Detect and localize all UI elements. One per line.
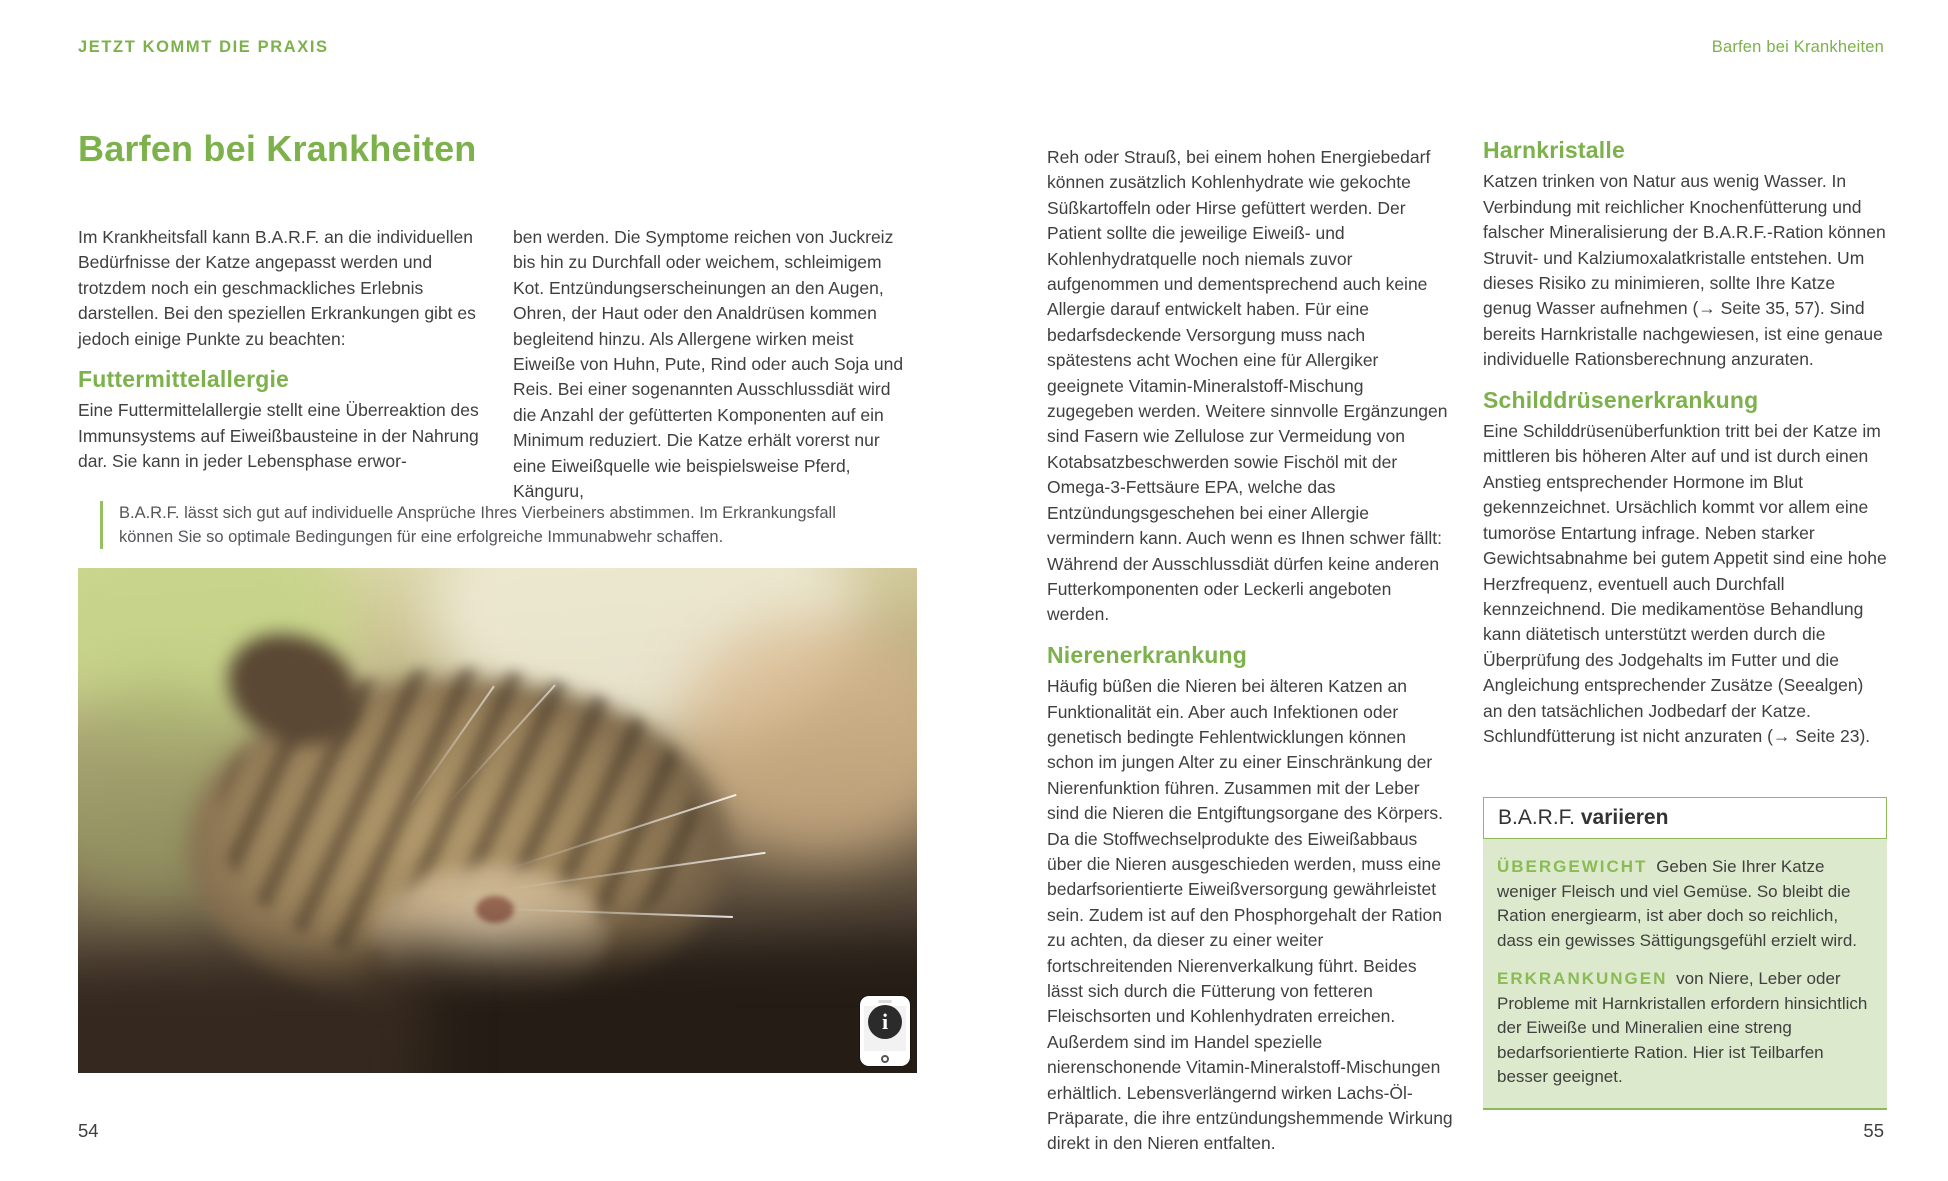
running-header-right: Barfen bei Krankheiten bbox=[1711, 38, 1884, 56]
info-icon: i bbox=[868, 1005, 902, 1039]
info-box-item bbox=[1497, 967, 1873, 1090]
page-number-right: 55 bbox=[1863, 1120, 1884, 1141]
left-page-column-2 bbox=[513, 225, 917, 504]
page-number-left: 54 bbox=[78, 1120, 99, 1141]
info-box-title-bold: variieren bbox=[1580, 806, 1669, 829]
futtermittelallergie-text-col2: ben werden. Die Symptome reichen von Juckreiz bis hin zu Durchfall oder weichem, schleimigem Kot. Entzündungserscheinungen an den Augen, Ohren, der Haut oder den Analdrüsen kommen begleitend hinzu. Als Allergene wirken meist Eiweiße von Huhn, Pute, Rind oder auch Soja und Reis. Bei einer sogenannten Ausschlussdiät wird die Anzahl der gefütterten Komponenten auf ein Minimum reduziert. Die Katze erhält vorerst nur eine Eiweißquelle wie beispielsweise Pferd, Känguru, bbox=[513, 227, 904, 502]
cat-photo bbox=[78, 568, 917, 1073]
intro-paragraph: Im Krankheitsfall kann B.A.R.F. an die individuellen Bedürfnisse der Katze angepasst werden und trotzdem noch ein geschmackliches Erlebnis darstellen. Bei den speziellen Erkrankungen gibt es jedoch einige Punkte zu beachten: bbox=[78, 227, 476, 349]
info-box-item bbox=[1497, 855, 1873, 953]
nierenerkrankung-text: Häufig büßen die Nieren bei älteren Katzen an Funktionalität ein. Aber auch Infektionen oder genetisch bedingte Fehlentwicklungen können schon im jungen Alter zu einer Einschränkung der Nierenfunktion führen. Zusammen mit der Leber sind die Nieren die Entgiftungsorgane des Körpers. Da die Stoffwechselprodukte des Eiweißabbaus über die Nieren ausgeschieden werden, muss eine bedarfsorientierte Eiweißversorgung gewährleistet sein. Zudem ist auf den Phosphorgehalt der Ration zu achten, da dieser zu einer weiter fortschreitenden Nierenverkalkung führt. Beides lässt sich durch die Fütterung von fetteren Fleischsorten und Kohlenhydraten erreichen. Außerdem sind im Handel spezielle nierenschonende Vitamin-Mineralstoff-Mischungen erhältlich. Lebensverlängernd wirken Lachs-Öl-Präparate, die ihre entzündungshemmende Wirkung direkt in den Nieren entfalten. bbox=[1047, 676, 1453, 1154]
right-page-column-2 bbox=[1483, 138, 1887, 749]
schilddruesenerkrankung-text: Eine Schilddrüsenüberfunktion tritt bei der Katze im mittleren bis höheren Alter auf und ist durch einen Anstieg entsprechender Hormone im Blut gekennzeichnet. Ursächlich kommt vor allem eine tumoröse Entartung infrage. Neben starker Gewichtsabnahme bei gutem Appetit sind eine hohe Herzfrequenz, eventuell auch Durchfall kennzeichnend. Die medikamentöse Behandlung kann diätetisch unterstützt werden durch die Überprüfung des Jodgehalts im Futter und die Angleichung entsprechender Zusätze (Seealgen) an den tatsächlichen Jodbedarf der Katze. Schlundfütterung ist nicht anzuraten (→ Seite 23). bbox=[1483, 421, 1887, 746]
right-page-column-1 bbox=[1047, 145, 1453, 1157]
section-heading-harnkristalle: Harnkristalle bbox=[1483, 137, 1625, 163]
photo-dark-foreground bbox=[78, 968, 428, 1073]
running-header-left: JETZT KOMMT DIE PRAXIS bbox=[78, 38, 329, 56]
harnkristalle-text: Katzen trinken von Natur aus wenig Wasser. In Verbindung mit reichlicher Knochenfütterung und falscher Mineralisierung der B.A.R.F.-Ration können Struvit- und Kalziumoxalatkristalle entstehen. Um dieses Risiko zu minimieren, sollte Ihre Katze genug Wasser aufnehmen (→ Seite 35, 57). Sind bereits Harnkristalle nachgewiesen, ist eine genaue individuelle Rationsberechnung anzuraten. bbox=[1483, 171, 1886, 370]
info-box-item-text: Geben Sie Ihrer Katze weniger Fleisch und viel Gemüse. So bleibt die Ration energiearm, ist aber doch so reichlich, dass ein gewisses Sättigungsgefühl erzielt wird. bbox=[1497, 857, 1858, 950]
info-box-title bbox=[1483, 797, 1887, 839]
left-page-column-1 bbox=[78, 225, 482, 475]
section-heading-nierenerkrankung: Nierenerkrankung bbox=[1047, 641, 1248, 668]
info-box-title-regular: B.A.R.F. bbox=[1498, 806, 1576, 829]
info-box-item-label: ÜBERGEWICHT bbox=[1497, 857, 1648, 876]
phone-home-button bbox=[881, 1055, 889, 1063]
photo-caption: B.A.R.F. lässt sich gut auf individuelle Ansprüche Ihres Vierbeiners abstimmen. Im Erkrankungsfall können Sie so optimale Bedingungen für eine erfolgreiche Immunabwehr schaffen. bbox=[100, 501, 879, 549]
section-heading-futtermittelallergie: Futtermittelallergie bbox=[78, 366, 290, 393]
info-box-body bbox=[1483, 839, 1887, 1110]
info-box-item-text: von Niere, Leber oder Probleme mit Harnkristallen erfordern hinsichtlich der Eiweiße und Mineralien eine streng bedarfsorientierte Ration. Hier ist Teilbarfen besser geeignet. bbox=[1497, 969, 1868, 1086]
futtermittelallergie-continuation: Reh oder Strauß, bei einem hohen Energiebedarf können zusätzlich Kohlenhydrate wie gekochte Süßkartoffeln oder Hirse gefüttert werden. Der Patient sollte die jeweilige Eiweiß- und Kohlenhydratquelle noch niemals zuvor aufgenommen und dementsprechend auch keine Allergie darauf entwickelt haben. Für eine bedarfsdeckende Versorgung muss nach spätestens acht Wochen eine für Allergiker geeignete Vitamin-Mineralstoff-Mischung zugegeben werden. Weitere sinnvolle Ergänzungen sind Fasern wie Zellulose zur Vermeidung von Kotabsatzbeschwerden sowie Fischöl mit der Omega-3-Fettsäure EPA, welche das Entzündungsgeschehen bei einer Allergie vermindern kann. Auch wenn es Ihnen schwer fällt: Während der Ausschlussdiät dürfen keine anderen Futterkomponenten oder Leckerli angeboten werden. bbox=[1047, 147, 1448, 625]
info-box-item-label: ERKRANKUNGEN bbox=[1497, 969, 1668, 988]
section-heading-schilddruesenerkrankung: Schilddrüsenerkrankung bbox=[1483, 386, 1759, 413]
info-phone-icon bbox=[860, 996, 910, 1066]
futtermittelallergie-text-col1: Eine Futtermittelallergie stellt eine Überreaktion des Immunsystems auf Eiweißbausteine in der Nahrung dar. Sie kann in jeder Lebensphase erwor- bbox=[78, 400, 479, 472]
page-title: Barfen bei Krankheiten bbox=[78, 128, 477, 169]
photo-dark-foreground bbox=[378, 948, 917, 1073]
phone-speaker bbox=[878, 1000, 892, 1003]
info-box-barf-variieren bbox=[1483, 797, 1887, 1110]
